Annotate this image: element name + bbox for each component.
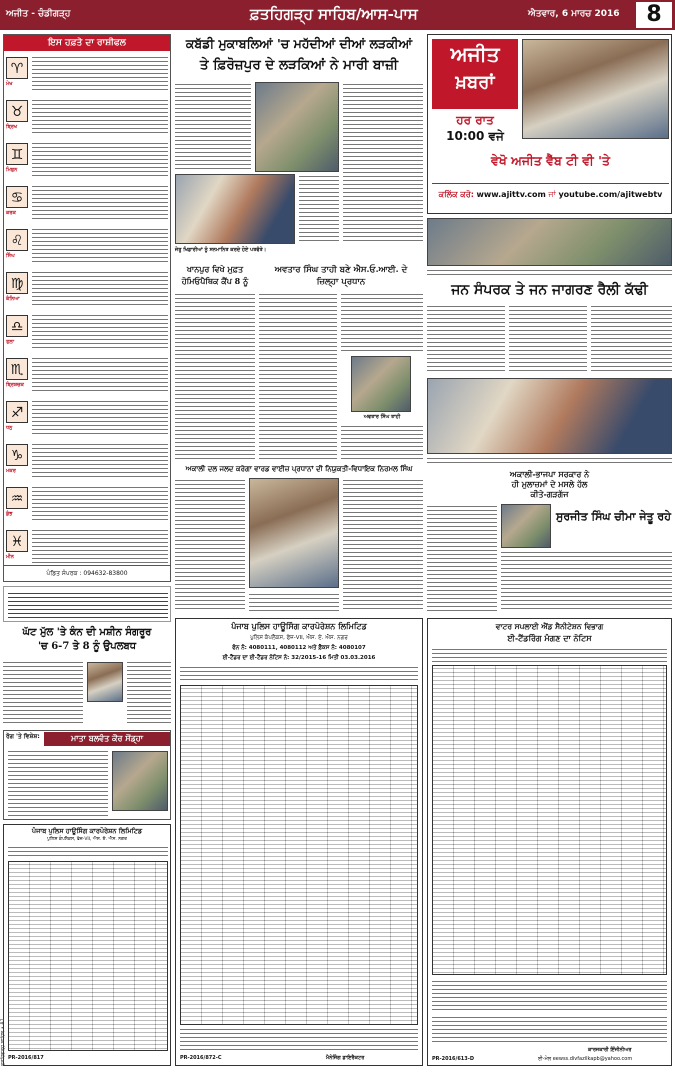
side-strip-label: ਫ਼ਤਹਿਗੜ੍ਹ ਸਾਹਿਬ • A1 <box>0 1018 6 1066</box>
virgo-icon: ♍ <box>6 272 28 294</box>
scorpio-icon: ♏ <box>6 358 28 380</box>
zodiac-name: ਤੁਲਾ <box>6 339 15 345</box>
avtar-photo-caption: ਅਵਤਾਰ ਸਿੰਘ ਤਾਹੀ <box>363 414 401 420</box>
memorial-photo <box>112 751 168 811</box>
akali-text-1 <box>175 478 245 612</box>
tender-notice-1 <box>3 824 171 1066</box>
rally-headline: ਜਨ ਸੰਪਰਕ ਤੇ ਜਨ ਜਾਗਰਣ ਰੈਲੀ ਕੱਢੀ <box>451 282 648 298</box>
avtar-story <box>259 264 423 460</box>
surjit-kicker-1: ਅਕਾਲੀ-ਭਾਜਪਾ ਸਰਕਾਰ ਨੇ <box>509 470 590 479</box>
tender-3-title: ਈ-ਟੈਂਡਰਿੰਗ ਮੰਗਣ ਦਾ ਨੋਟਿਸ <box>507 634 592 643</box>
tender-1-footer: PR-2016/817 <box>8 1055 44 1061</box>
memorial-text <box>8 749 108 817</box>
lead-col-1 <box>175 82 251 172</box>
pisces-icon: ♓ <box>6 530 28 552</box>
tender-3-table <box>432 665 667 975</box>
tender-notice-2 <box>175 618 423 1066</box>
lead-story <box>175 34 423 260</box>
tender-3-email: ਈ-ਮੇਲ eewss.divfazilkapb@yahoo.com <box>538 1056 633 1062</box>
zodiac-row <box>6 98 168 136</box>
section-title: ਫ਼ਤਹਿਗੜ੍ਹ ਸਾਹਿਬ/ਆਸ-ਪਾਸ <box>250 5 418 23</box>
zodiac-row <box>6 356 168 394</box>
tender-1-org: ਪੰਜਾਬ ਪੁਲਿਸ ਹਾਊਸਿੰਗ ਕਾਰਪੋਰੇਸ਼ਨ ਲਿਮਿਟਿਡ <box>31 827 143 835</box>
masthead-bar <box>0 0 675 30</box>
tender-2-footer: PR-2016/872-C <box>180 1055 222 1061</box>
zodiac-name: ਧਨੁ <box>6 425 13 431</box>
avtar-text-3 <box>341 424 423 460</box>
surjit-kicker-2: ਹੀ ਮੁਲਾਜ਼ਮਾਂ ਦੇ ਮਸਲੇ ਹੱਲ <box>511 480 588 489</box>
hearing-aid-headline-1: ਘੱਟ ਮੁੱਲ 'ਤੇ ਕੰਨ ਦੀ ਮਸ਼ੀਨ ਸੰਗਰੂਰ <box>22 627 152 638</box>
tender-2-org: ਪੰਜਾਬ ਪੁਲਿਸ ਹਾਊਸਿੰਗ ਕਾਰਪੋਰੇਸ਼ਨ ਲਿਮਿਟਿਡ <box>231 622 367 631</box>
astrologer-contact: ਸੰਪਰਕ : 094632-83800 <box>61 570 128 577</box>
zodiac-row <box>6 313 168 351</box>
tender-1-sub: ਪੁਲਿਸ ਕੰਪਲੈਕਸ, ਫੇਜ਼-VII, ਐਸ. ਏ. ਐਸ. ਨਗਰ <box>47 837 127 842</box>
zodiac-row <box>6 399 168 437</box>
zodiac-text <box>32 485 168 521</box>
notice-text <box>8 591 168 619</box>
rashifal-box <box>3 34 171 582</box>
zodiac-row <box>6 55 168 93</box>
zodiac-text <box>32 55 168 91</box>
lead-col-3 <box>343 82 423 244</box>
gemini-icon: ♊ <box>6 143 28 165</box>
zodiac-text <box>32 270 168 306</box>
akali-story <box>175 464 423 614</box>
libra-icon: ♎ <box>6 315 28 337</box>
astrologer-name: ਪੰਡਿਤ <box>46 570 60 577</box>
akali-text-2 <box>343 478 423 612</box>
zodiac-text <box>32 184 168 220</box>
rashifal-footer <box>4 565 170 581</box>
lead-caption: ਜੇਤੂ ਖਿਡਾਰੀਆਂ ਨੂੰ ਸਨਮਾਨਿਤ ਕਰਦੇ ਹੋਏ ਪਤਵੰਤੇ। <box>175 247 267 253</box>
ajit-tv-watch: ਵੇਖੋ ਅਜੀਤ ਵੈੱਬ ਟੀ ਵੀ 'ਤੇ <box>491 153 610 168</box>
lead-photo-2 <box>255 82 339 172</box>
zodiac-text <box>32 141 168 177</box>
issue-date: ਐਤਵਾਰ, 6 ਮਾਰਚ 2016 <box>528 9 620 19</box>
camp-text <box>175 292 255 460</box>
surjit-headline: ਸੁਰਜੀਤ ਸਿੰਘ ਚੀਮਾ ਜੇਤੂ ਰਹੇ <box>556 510 671 523</box>
zodiac-row <box>6 528 168 566</box>
zodiac-text <box>32 528 168 564</box>
rally-photo <box>427 378 672 454</box>
tender-3-terms <box>432 1015 667 1045</box>
ajit-logo: ਅਜੀਤ <box>450 42 500 66</box>
surjit-kicker-3: ਕੀਤੇ-ਗੜਗੱਜ <box>530 490 569 499</box>
edition-label: ਅਜੀਤ - ਚੰਡੀਗੜ੍ਹ <box>6 9 71 19</box>
zodiac-name: ਮੇਖ <box>6 81 13 87</box>
zodiac-row <box>6 442 168 480</box>
rally-caption <box>427 456 672 464</box>
memorial-label: ਰੋਗ 'ਤੇ ਵਿਸ਼ੇਸ਼: <box>6 733 40 740</box>
memorial-title: ਮਾਤਾ ਬਲਵੰਤ ਕੌਰ ਸੋਂਡ੍ਹਾ <box>44 732 170 746</box>
ajit-tv-or: ਜਾਂ <box>548 190 556 199</box>
rally-photo-caption <box>427 268 672 276</box>
akali-headline: ਅਕਾਲੀ ਦਲ ਜਲਦ ਕਰੇਗਾ ਵਾਰਡ ਵਾਈਜ਼ ਪ੍ਰਧਾਨਾਂ ਦੀ ਨਿਯੁਕਤੀ-ਵਿਧਾਇਕ ਨਿਰਮਲ ਸਿੰਘ <box>185 464 413 473</box>
zodiac-text <box>32 227 168 263</box>
tender-2-signature: ਮੈਨੇਜਿੰਗ ਡਾਇਰੈਕਟਰ <box>326 1055 365 1061</box>
ajit-tv-links <box>432 183 669 205</box>
tender-3-org: ਵਾਟਰ ਸਪਲਾਈ ਐਂਡ ਸੈਨੀਟੇਸ਼ਨ ਵਿਭਾਗ <box>495 622 604 631</box>
ajit-tv-time-line: ਹਰ ਰਾਤ <box>456 113 494 127</box>
ajit-tv-url[interactable]: www.ajittv.com <box>476 190 546 199</box>
hearing-aid-photo <box>87 662 123 702</box>
tender-3-signature: ਕਾਰਜਕਾਰੀ ਇੰਜੀਨੀਅਰ <box>588 1047 632 1053</box>
ajit-tv-photo <box>522 39 669 139</box>
zodiac-name: ਮਿਥੁਨ <box>6 167 18 173</box>
camp-headline-2: ਹੋਮਿਓਪੈਥਿਕ ਕੈਂਪ 8 ਨੂੰ <box>181 276 249 286</box>
lead-col-2 <box>299 174 339 244</box>
tender-2-phone: ਫੋਨ ਨੰ: 4080111, 4080112 ਅਤੇ ਫ਼ੈਕਸ ਨੰ: 4080107 <box>232 645 366 651</box>
zodiac-text <box>32 399 168 435</box>
zodiac-row <box>6 227 168 265</box>
ajit-tv-youtube[interactable]: youtube.com/ajitwebtv <box>558 190 663 199</box>
avtar-headline-2: ਜ਼ਿਲ੍ਹਾ ਪ੍ਰਧਾਨ <box>316 277 366 287</box>
avtar-text-2 <box>341 292 423 352</box>
hearing-aid-text <box>3 660 83 726</box>
leo-icon: ♌ <box>6 229 28 251</box>
avtar-photo <box>351 356 411 412</box>
zodiac-name: ਬ੍ਰਿਸ਼ਚਕ <box>6 382 24 388</box>
zodiac-row <box>6 485 168 523</box>
tender-2-terms <box>180 1027 418 1051</box>
hearing-aid-story <box>3 626 171 726</box>
avtar-headline-1: ਅਵਤਾਰ ਸਿੰਘ ਤਾਹੀ ਬਣੇ ਐਸ.ਓ.ਆਈ. ਦੇ <box>274 265 408 275</box>
khabran-logo: ਖ਼ਬਰਾਂ <box>455 72 495 93</box>
capricorn-icon: ♑ <box>6 444 28 466</box>
hearing-aid-headline-2: 'ਚ 6-7 ਤੇ 8 ਨੂੰ ਉਪਲਬਧ <box>37 641 137 652</box>
zodiac-name: ਸਿੰਘ <box>6 253 15 259</box>
zodiac-name: ਮੀਨ <box>6 554 14 560</box>
small-notice <box>3 586 171 622</box>
zodiac-row <box>6 184 168 222</box>
surjit-text-2 <box>501 550 672 612</box>
tender-3-footer: PR-2016/613-D <box>432 1056 474 1062</box>
taurus-icon: ♉ <box>6 100 28 122</box>
tender-notice-3 <box>427 618 672 1066</box>
hearing-aid-text-2 <box>127 660 171 726</box>
ajit-tv-ad <box>427 34 672 214</box>
tender-2-sub: ਪੁਲਿਸ ਕੰਪਲੈਕਸ, ਫੇਜ਼-VII, ਐਸ. ਏ. ਐਸ. ਨਗਰ <box>250 635 348 641</box>
sagittarius-icon: ♐ <box>6 401 28 423</box>
zodiac-name: ਕਰਕ <box>6 210 16 216</box>
lead-headline-2: ਤੇ ਫ਼ਿਰੋਜ਼ਪੁਰ ਦੇ ਲੜਕਿਆਂ ਨੇ ਮਾਰੀ ਬਾਜ਼ੀ <box>199 57 399 73</box>
zodiac-name: ਕੁੰਭ <box>6 511 13 517</box>
rally-photo-top <box>427 218 672 266</box>
tender-3-intro <box>432 647 667 663</box>
camp-story <box>175 264 255 460</box>
rally-text-3 <box>591 304 672 374</box>
tender-2-notice: ਈ-ਟੈਂਡਰ ਦਾ ਈ-ਟੈਂਡਰ ਨੋਟਿਸ ਨੰ: 32/2015-16 ਮਿਤੀ 03.03.2016 <box>222 655 376 661</box>
zodiac-name: ਮਕਰ <box>6 468 16 474</box>
rashifal-title: ਇਸ ਹਫ਼ਤੇ ਦਾ ਰਾਸ਼ੀਫਲ <box>4 35 170 51</box>
zodiac-row <box>6 270 168 308</box>
lead-photo <box>175 174 295 244</box>
zodiac-name: ਕੰਨਿਆ <box>6 296 20 302</box>
tender-1-intro <box>8 845 168 859</box>
tender-2-intro <box>180 665 418 683</box>
akali-photo <box>249 478 339 588</box>
tender-2-table <box>180 685 418 1025</box>
aquarius-icon: ♒ <box>6 487 28 509</box>
rally-story <box>427 280 672 466</box>
rally-text-2 <box>509 304 587 374</box>
ajit-tv-time: 10:00 ਵਜੇ <box>446 129 504 143</box>
page-number: 8 <box>636 2 672 28</box>
ajit-tv-click: ਕਲਿੱਕ ਕਰੋ: <box>438 190 474 199</box>
zodiac-text <box>32 356 168 392</box>
akali-caption <box>249 592 339 612</box>
avtar-text-1 <box>259 292 337 460</box>
zodiac-row <box>6 141 168 179</box>
surjit-photo <box>501 504 551 548</box>
surjit-text-1 <box>427 504 497 612</box>
tender-1-table <box>8 861 168 1051</box>
zodiac-text <box>32 442 168 478</box>
tender-3-schedule <box>432 979 667 1013</box>
ajit-tv-logo-box <box>432 39 518 109</box>
rally-text-1 <box>427 304 505 374</box>
memorial-notice <box>3 730 171 820</box>
lead-headline-1: ਕਬੱਡੀ ਮੁਕਾਬਲਿਆਂ 'ਚ ਮਹੱਦੀਆਂ ਦੀਆਂ ਲੜਕੀਆਂ <box>185 36 413 51</box>
zodiac-text <box>32 98 168 134</box>
surjit-story <box>427 470 672 614</box>
aries-icon: ♈ <box>6 57 28 79</box>
zodiac-name: ਬ੍ਰਿਖ <box>6 124 18 130</box>
zodiac-text <box>32 313 168 349</box>
camp-headline-1: ਖਾਨਪੁਰ ਵਿਖੇ ਮੁਫ਼ਤ <box>186 264 244 274</box>
cancer-icon: ♋ <box>6 186 28 208</box>
